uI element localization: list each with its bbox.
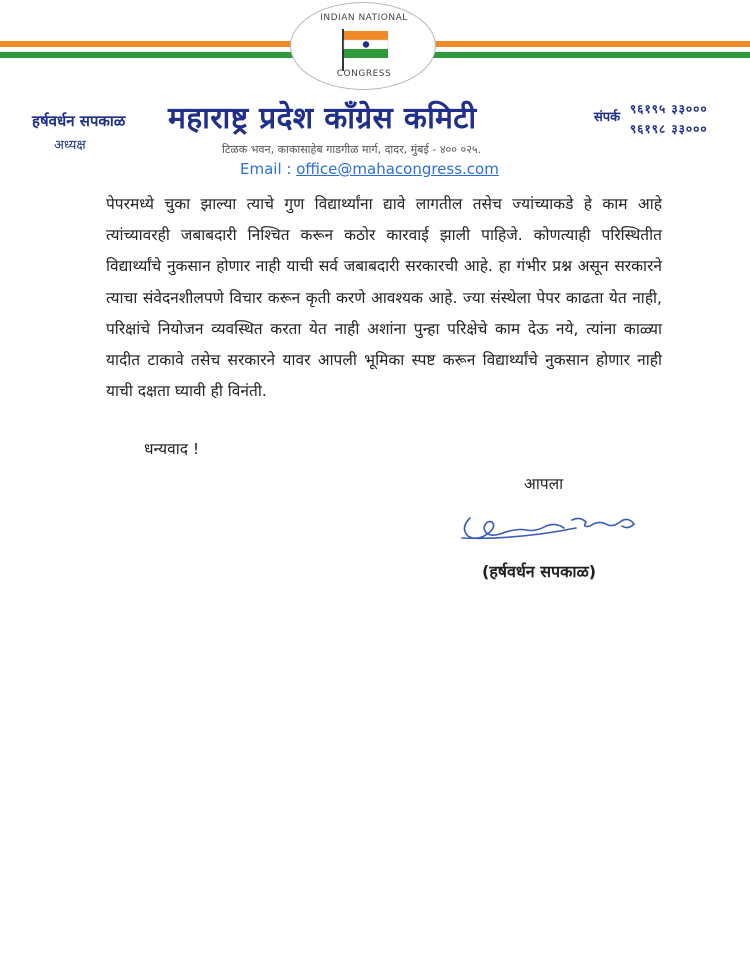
signature-image (456, 498, 646, 552)
signer-name: (हर्षवर्धन सपकाळ) (482, 562, 597, 581)
leader-name: हर्षवर्धन सपकाळ (32, 112, 126, 130)
letter-thanks: धन्यवाद ! (144, 440, 200, 458)
email-row (240, 160, 499, 178)
contact-label: संपर्क (594, 110, 621, 125)
letter-closing: आपला (524, 475, 564, 493)
letter-body: पेपरमध्ये चुका झाल्या त्याचे गुण विद्यार्थ्यांना द्यावे लागतील तसेच ज्यांच्याकडे हे काम आहे त्यांच्यावरही जबाबदारी निश्चित करून कठोर कारवाई झाली पाहिजे. कोणत्याही परिस्थितीत विद्यार्थ्यांचे नुकसान होणार नाही याची सर्व जबाबदारी सरकारची आहे. हा गंभीर प्रश्न असून सरकारने त्याचा संवेदनशीलपणे विचार करून कृती करणे आवश्यक आहे. ज्या संस्थेला पेपर काढता येत नाही, परिक्षांचे नियोजन व्यवस्थित करता येत नाही अशांना पुन्हा परिक्षेचे काम देऊ नये, त्यांना काळ्या यादीत टाकावे तसेच सरकारने यावर आपली भूमिका स्पष्ट करून विद्यार्थ्यांचे नुकसान होणार नाही याची दक्षता घ्यावी ही विनंती. (106, 195, 662, 401)
organization-name: महाराष्ट्र प्रदेश कॉंग्रेस कमिटी (168, 101, 477, 136)
address: टिळक भवन, काकासाहेब गाडगीळ मार्ग, दादर, मुंबई - ४०० ०२५. (222, 143, 482, 156)
leader-title: अध्यक्ष (54, 138, 86, 153)
email-link[interactable]: office@mahacongress.com (296, 160, 499, 178)
logo-text-top: INDIAN NATIONAL (320, 13, 408, 23)
congress-logo (290, 2, 436, 90)
email-label: Email : (240, 160, 292, 178)
phone-number-2: ९६१९८ ३३००० (630, 122, 708, 136)
logo-text-bottom: CONGRESS (336, 69, 392, 79)
phone-number-1: ९६१९५ ३३००० (630, 102, 708, 116)
